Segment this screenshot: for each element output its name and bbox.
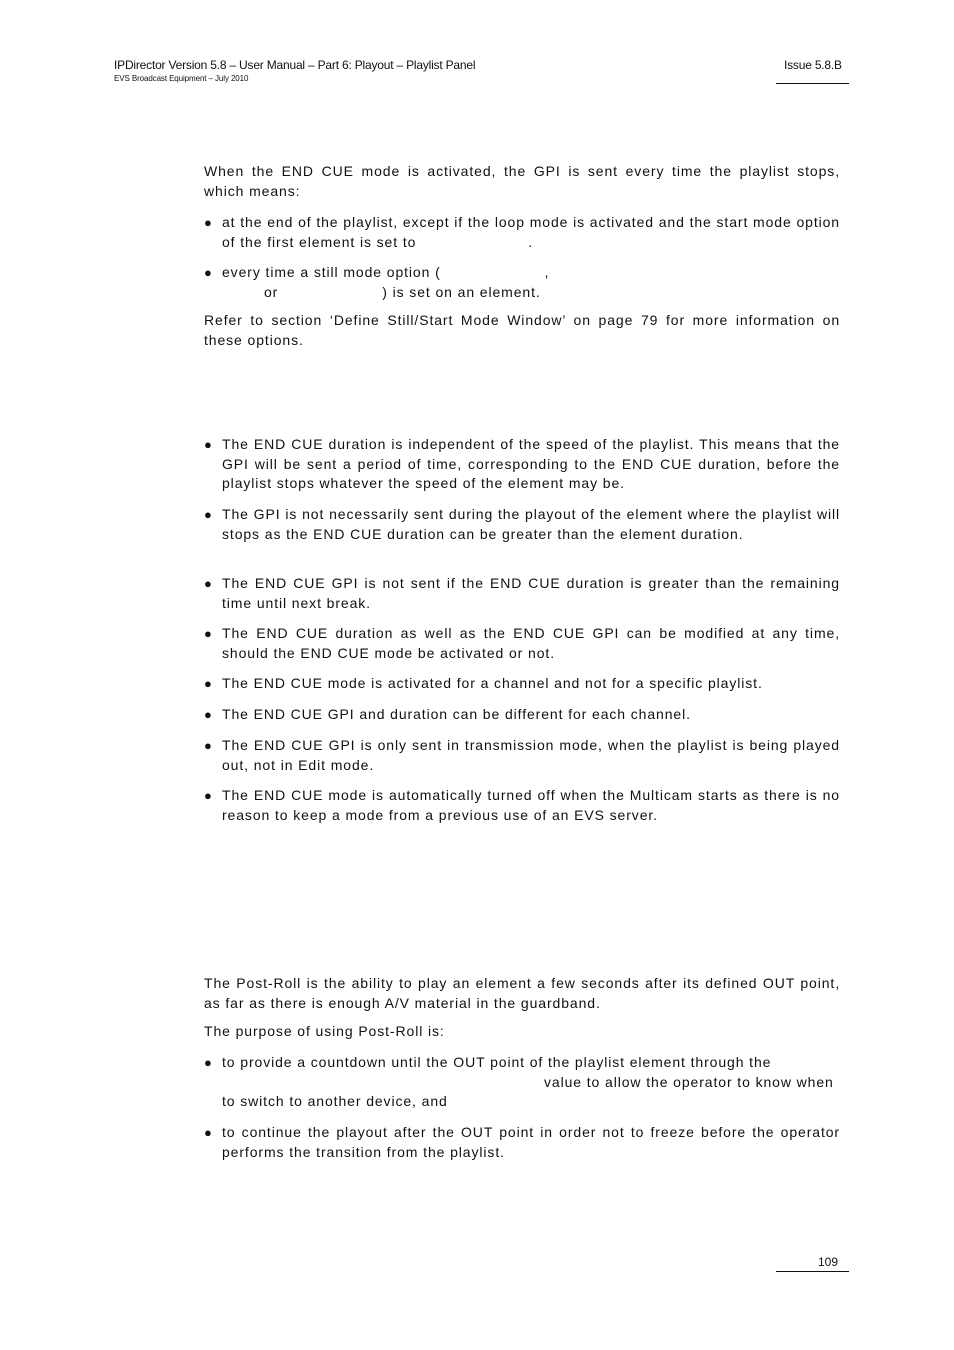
list-item bbox=[204, 624, 840, 663]
header-issue: Issue 5.8.B bbox=[784, 58, 842, 72]
bullet-icon: ● bbox=[204, 1055, 213, 1070]
bullet-icon: ● bbox=[204, 215, 213, 230]
list-item-text: The END CUE mode is activated for a channel and not for a specific playlist. bbox=[222, 675, 763, 691]
list-item-text: The END CUE GPI is only sent in transmission mode, when the playlist is being played out, not in Edit mode. bbox=[222, 737, 840, 773]
list-item bbox=[204, 736, 840, 775]
refer-paragraph: Refer to section ‘Define Still/Start Mode Window’ on page 79 for more information on these options. bbox=[204, 312, 840, 348]
header-title: IPDirector Version 5.8 – User Manual – Part 6: Playout – Playlist Panel bbox=[114, 58, 476, 72]
end-cue-intro: When the END CUE mode is activated, the GPI is sent every time the playlist stops, which means: bbox=[204, 163, 840, 199]
list-item-text: to continue the playout after the OUT point in order not to freeze before the operator performs the transition from the playlist. bbox=[222, 1124, 840, 1160]
bullet-icon: ● bbox=[204, 437, 213, 452]
list-item-text: The END CUE duration as well as the END CUE GPI can be modified at any time, should the END CUE mode be activated or not. bbox=[222, 625, 840, 661]
list-item bbox=[204, 435, 840, 494]
list-item bbox=[204, 1053, 840, 1112]
list-item-text: The GPI is not necessarily sent during the playout of the element where the playlist will stops as the END CUE duration can be greater than the element duration. bbox=[222, 506, 840, 542]
bullet-icon: ● bbox=[204, 1125, 213, 1140]
list-item-text: The END CUE GPI is not sent if the END CUE duration is greater than the remaining time until next break. bbox=[222, 575, 840, 611]
post-roll-intro: The Post-Roll is the ability to play an element a few seconds after its defined OUT point, as far as there is enough A/V material in the guardband. bbox=[204, 975, 840, 1011]
header-rule bbox=[776, 83, 849, 84]
list-item-text: The END CUE mode is automatically turned off when the Multicam starts as there is no reason to keep a mode from a previous use of an EVS server. bbox=[222, 787, 840, 823]
bullet-icon: ● bbox=[204, 788, 213, 803]
list-item bbox=[204, 263, 840, 302]
bullet-icon: ● bbox=[204, 265, 213, 280]
list-item bbox=[204, 574, 840, 613]
bullet-icon: ● bbox=[204, 707, 213, 722]
list-item bbox=[204, 674, 840, 694]
footer-rule bbox=[776, 1271, 849, 1272]
bullet-icon: ● bbox=[204, 676, 213, 691]
list-item-text: The END CUE duration is independent of the speed of the playlist. This means that the GPI will be sent a period of time, corresponding to the END CUE duration, before the playlist stops whatever the speed of the element may be. bbox=[222, 436, 840, 491]
list-item-text: at the end of the playlist, except if the loop mode is activated and the start mode option of the first element is set to . bbox=[222, 214, 840, 250]
list-item bbox=[204, 786, 840, 825]
header-subtitle: EVS Broadcast Equipment – July 2010 bbox=[114, 74, 249, 83]
post-roll-purpose: The purpose of using Post-Roll is: bbox=[204, 1023, 445, 1039]
bullet-icon: ● bbox=[204, 738, 213, 753]
list-item bbox=[204, 213, 840, 252]
bullet-icon: ● bbox=[204, 626, 213, 641]
list-item-text: to provide a countdown until the OUT point of the playlist element through the value to allow the operator to know when to switch to another device, and bbox=[222, 1054, 834, 1109]
list-item bbox=[204, 505, 840, 544]
list-item-text: The END CUE GPI and duration can be different for each channel. bbox=[222, 706, 691, 722]
page-number: 109 bbox=[818, 1255, 839, 1269]
bullet-icon: ● bbox=[204, 507, 213, 522]
list-item bbox=[204, 1123, 840, 1162]
bullet-icon: ● bbox=[204, 576, 213, 591]
list-item bbox=[204, 705, 840, 725]
list-item-text: every time a still mode option ( , or ) is set on an element. bbox=[222, 264, 550, 300]
